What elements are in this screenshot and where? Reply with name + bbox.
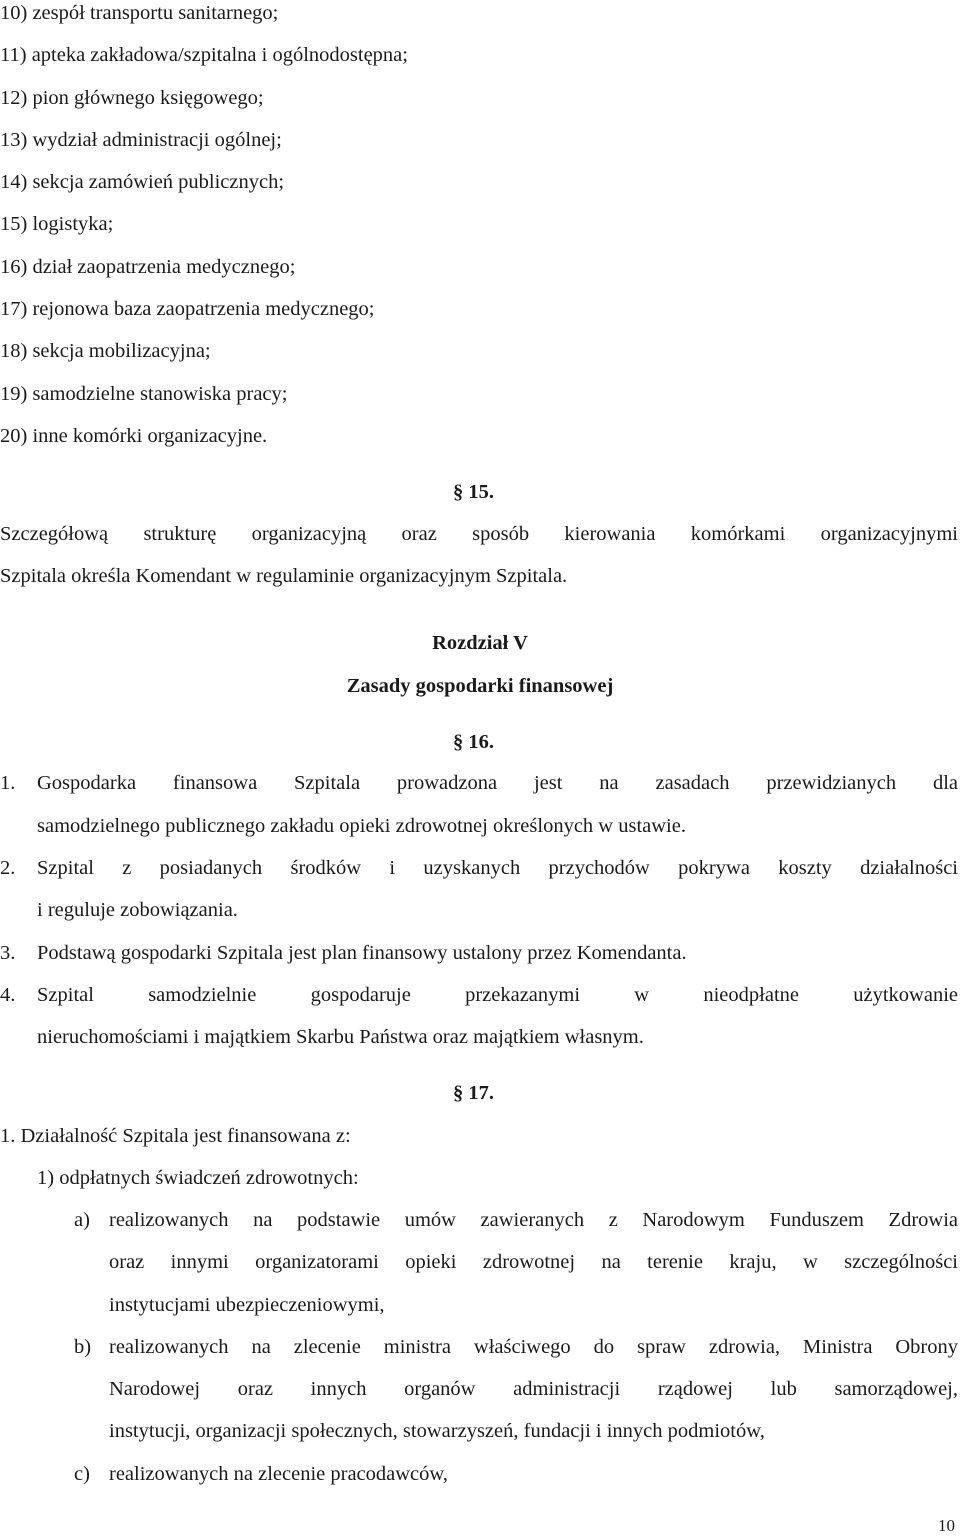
- paragraph-line: Podstawą gospodarki Szpitala jest plan finansowy ustalony przez Komendanta.: [37, 942, 687, 964]
- item-letter: a): [74, 1209, 90, 1231]
- paragraph-line: 1) odpłatnych świadczeń zdrowotnych:: [37, 1167, 359, 1189]
- list-item: 11) apteka zakładowa/szpitalna i ogólnodostępna;: [0, 44, 408, 66]
- section-heading: § 16.: [453, 731, 494, 753]
- list-item: 16) dział zaopatrzenia medycznego;: [0, 256, 296, 278]
- list-item: 10) zespół transportu sanitarnego;: [0, 2, 279, 24]
- list-item: 20) inne komórki organizacyjne.: [0, 425, 268, 447]
- page-number: 10: [938, 1516, 955, 1535]
- paragraph-line: oraz innymi organizatorami opieki zdrowotnej na terenie kraju, w szczególności: [109, 1251, 958, 1273]
- list-item: 14) sekcja zamówień publicznych;: [0, 171, 285, 193]
- item-number: 2.: [0, 857, 16, 879]
- section-heading: § 15.: [453, 481, 494, 503]
- paragraph-line: Narodowej oraz innych organów administracji rządowej lub samorządowej,: [109, 1378, 958, 1400]
- list-item: 15) logistyka;: [0, 213, 114, 235]
- item-letter: c): [74, 1463, 90, 1485]
- list-item: 18) sekcja mobilizacyjna;: [0, 340, 211, 362]
- paragraph-line: instytucji, organizacji społecznych, stowarzyszeń, fundacji i innych podmiotów,: [109, 1420, 765, 1442]
- paragraph-line: instytucjami ubezpieczeniowymi,: [109, 1294, 385, 1316]
- item-letter: b): [74, 1336, 92, 1358]
- paragraph-line: Gospodarka finansowa Szpitala prowadzona jest na zasadach przewidzianych dla: [37, 772, 958, 794]
- paragraph-line: realizowanych na zlecenie pracodawców,: [109, 1463, 449, 1485]
- paragraph-line: Szpitala określa Komendant w regulaminie organizacyjnym Szpitala.: [0, 565, 568, 587]
- paragraph-line: Szczegółową strukturę organizacyjną oraz sposób kierowania komórkami organizacyjnymi: [0, 523, 958, 545]
- section-heading: § 17.: [453, 1082, 494, 1104]
- list-item: 12) pion głównego księgowego;: [0, 87, 264, 109]
- item-number: 4.: [0, 984, 16, 1006]
- paragraph-line: realizowanych na podstawie umów zawieranych z Narodowym Funduszem Zdrowia: [109, 1209, 958, 1231]
- paragraph-line: nieruchomościami i majątkiem Skarbu Państwa oraz majątkiem własnym.: [37, 1026, 644, 1048]
- paragraph-line: 1. Działalność Szpitala jest finansowana z:: [0, 1125, 351, 1147]
- chapter-subtitle: Zasady gospodarki finansowej: [346, 675, 614, 697]
- paragraph-line: samodzielnego publicznego zakładu opieki zdrowotnej określonych w ustawie.: [37, 815, 686, 837]
- list-item: 13) wydział administracji ogólnej;: [0, 129, 282, 151]
- list-item: 17) rejonowa baza zaopatrzenia medycznego;: [0, 298, 375, 320]
- paragraph-line: Szpital samodzielnie gospodaruje przekazanymi w nieodpłatne użytkowanie: [37, 984, 958, 1006]
- paragraph-line: Szpital z posiadanych środków i uzyskanych przychodów pokrywa koszty działalności: [37, 857, 958, 879]
- paragraph-line: realizowanych na zlecenie ministra właściwego do spraw zdrowia, Ministra Obrony: [109, 1336, 958, 1358]
- chapter-title: Rozdział V: [432, 632, 528, 654]
- paragraph-line: i reguluje zobowiązania.: [37, 899, 238, 921]
- item-number: 3.: [0, 942, 16, 964]
- item-number: 1.: [0, 772, 16, 794]
- list-item: 19) samodzielne stanowiska pracy;: [0, 383, 288, 405]
